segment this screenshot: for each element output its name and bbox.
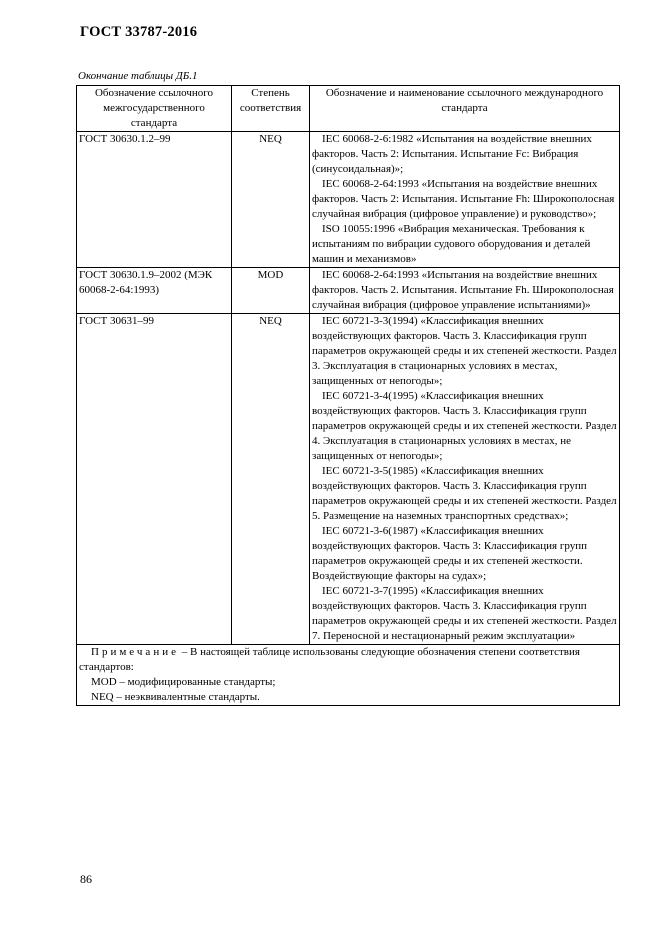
degree-cell: NEQ	[232, 132, 310, 268]
table-note-row	[77, 645, 620, 706]
table-caption: Окончание таблицы ДБ.1	[78, 70, 198, 82]
header-international-standard: Обозначение и наименование ссылочного международного стандарта	[310, 86, 620, 132]
reference-entry: IEC 60068-2-6:1982 «Испытания на воздействие внешних факторов. Часть 2: Испытания. Испытание Fc: Вибрация (синусоидальная)»;	[312, 133, 592, 175]
note-text: – В настоящей таблице использованы следующие обозначения степени соответствия стандартов:	[79, 646, 580, 673]
reference-entry: IEC 60721-3-7(1995) «Классификация внешних воздействующих факторов. Часть 3. Классификация групп параметров окружающей среды и их степеней жесткости. Раздел 7. Переносной и нестационарный режим эксплуатации»	[312, 585, 617, 642]
degree-cell: MOD	[232, 268, 310, 314]
header-degree-of-conformity: Степень соответствия	[232, 86, 310, 132]
reference-entry: IEC 60721-3-3(1994) «Классификация внешних воздействующих факторов. Часть 3. Классификация групп параметров окружающей среды и их степеней жесткости. Раздел 3. Эксплуатация в стационарных условиях в местах, защищенных от непогоды»;	[312, 315, 617, 387]
interstate-standard-cell: ГОСТ 30631–99	[77, 314, 232, 645]
note-intro	[79, 645, 617, 675]
table-note	[77, 645, 620, 706]
reference-entry: IEC 60068-2-64:1993 «Испытания на воздействие внешних факторов. Часть 2: Испытания. Испытание Fh: Широкополосная случайная вибрация (цифровое управление) и руководство»;	[312, 178, 615, 220]
interstate-standard-cell: ГОСТ 30630.1.9–2002 (МЭК 60068-2-64:1993)	[77, 268, 232, 314]
reference-entry: IEC 60721-3-5(1985) «Классификация внешних воздействующих факторов. Часть 3. Классификация групп параметров окружающей среды и их степеней жесткости. Раздел 5. Размещение на наземных транспортных средствах»;	[312, 465, 617, 522]
header-interstate-standard: Обозначение ссылочного межгосударственного стандарта	[77, 86, 232, 132]
reference-entry: IEC 60721-3-4(1995) «Классификация внешних воздействующих факторов. Часть 3. Классификация групп параметров окружающей среды и их степеней жесткости. Раздел 4. Эксплуатация в стационарных условиях в местах, не защищенных от непогоды»;	[312, 390, 617, 462]
table-row	[77, 132, 620, 268]
international-standard-cell	[310, 132, 620, 268]
reference-entry: IEC 60068-2-64:1993 «Испытания на воздействие внешних факторов. Часть 2. Испытания. Испытание Fh. Широкополосная случайная вибрация (цифровое управление испытаниями)»	[312, 269, 614, 311]
degree-cell: NEQ	[232, 314, 310, 645]
note-label: Примечание	[91, 646, 179, 658]
note-neq-definition: NEQ – неэквивалентные стандарты.	[91, 691, 260, 703]
table-row	[77, 314, 620, 645]
international-standard-cell	[310, 268, 620, 314]
reference-entry: ISO 10055:1996 «Вибрация механическая. Требования к испытаниям по вибрации судового оборудования и деталей машин и механизмов»	[312, 223, 591, 265]
note-mod-definition: MOD – модифицированные стандарты;	[91, 676, 276, 688]
document-header-title: ГОСТ 33787-2016	[80, 24, 198, 40]
table-row	[77, 268, 620, 314]
international-standard-cell	[310, 314, 620, 645]
reference-entry: IEC 60721-3-6(1987) «Классификация внешних воздействующих факторов. Часть 3: Классификация групп параметров окружающей среды и их степеней жесткости. Воздействующие факторы на судах»;	[312, 525, 587, 582]
page-number: 86	[80, 872, 92, 886]
table-header-row	[77, 86, 620, 132]
interstate-standard-cell: ГОСТ 30630.1.2–99	[77, 132, 232, 268]
reference-standards-table	[76, 85, 620, 706]
